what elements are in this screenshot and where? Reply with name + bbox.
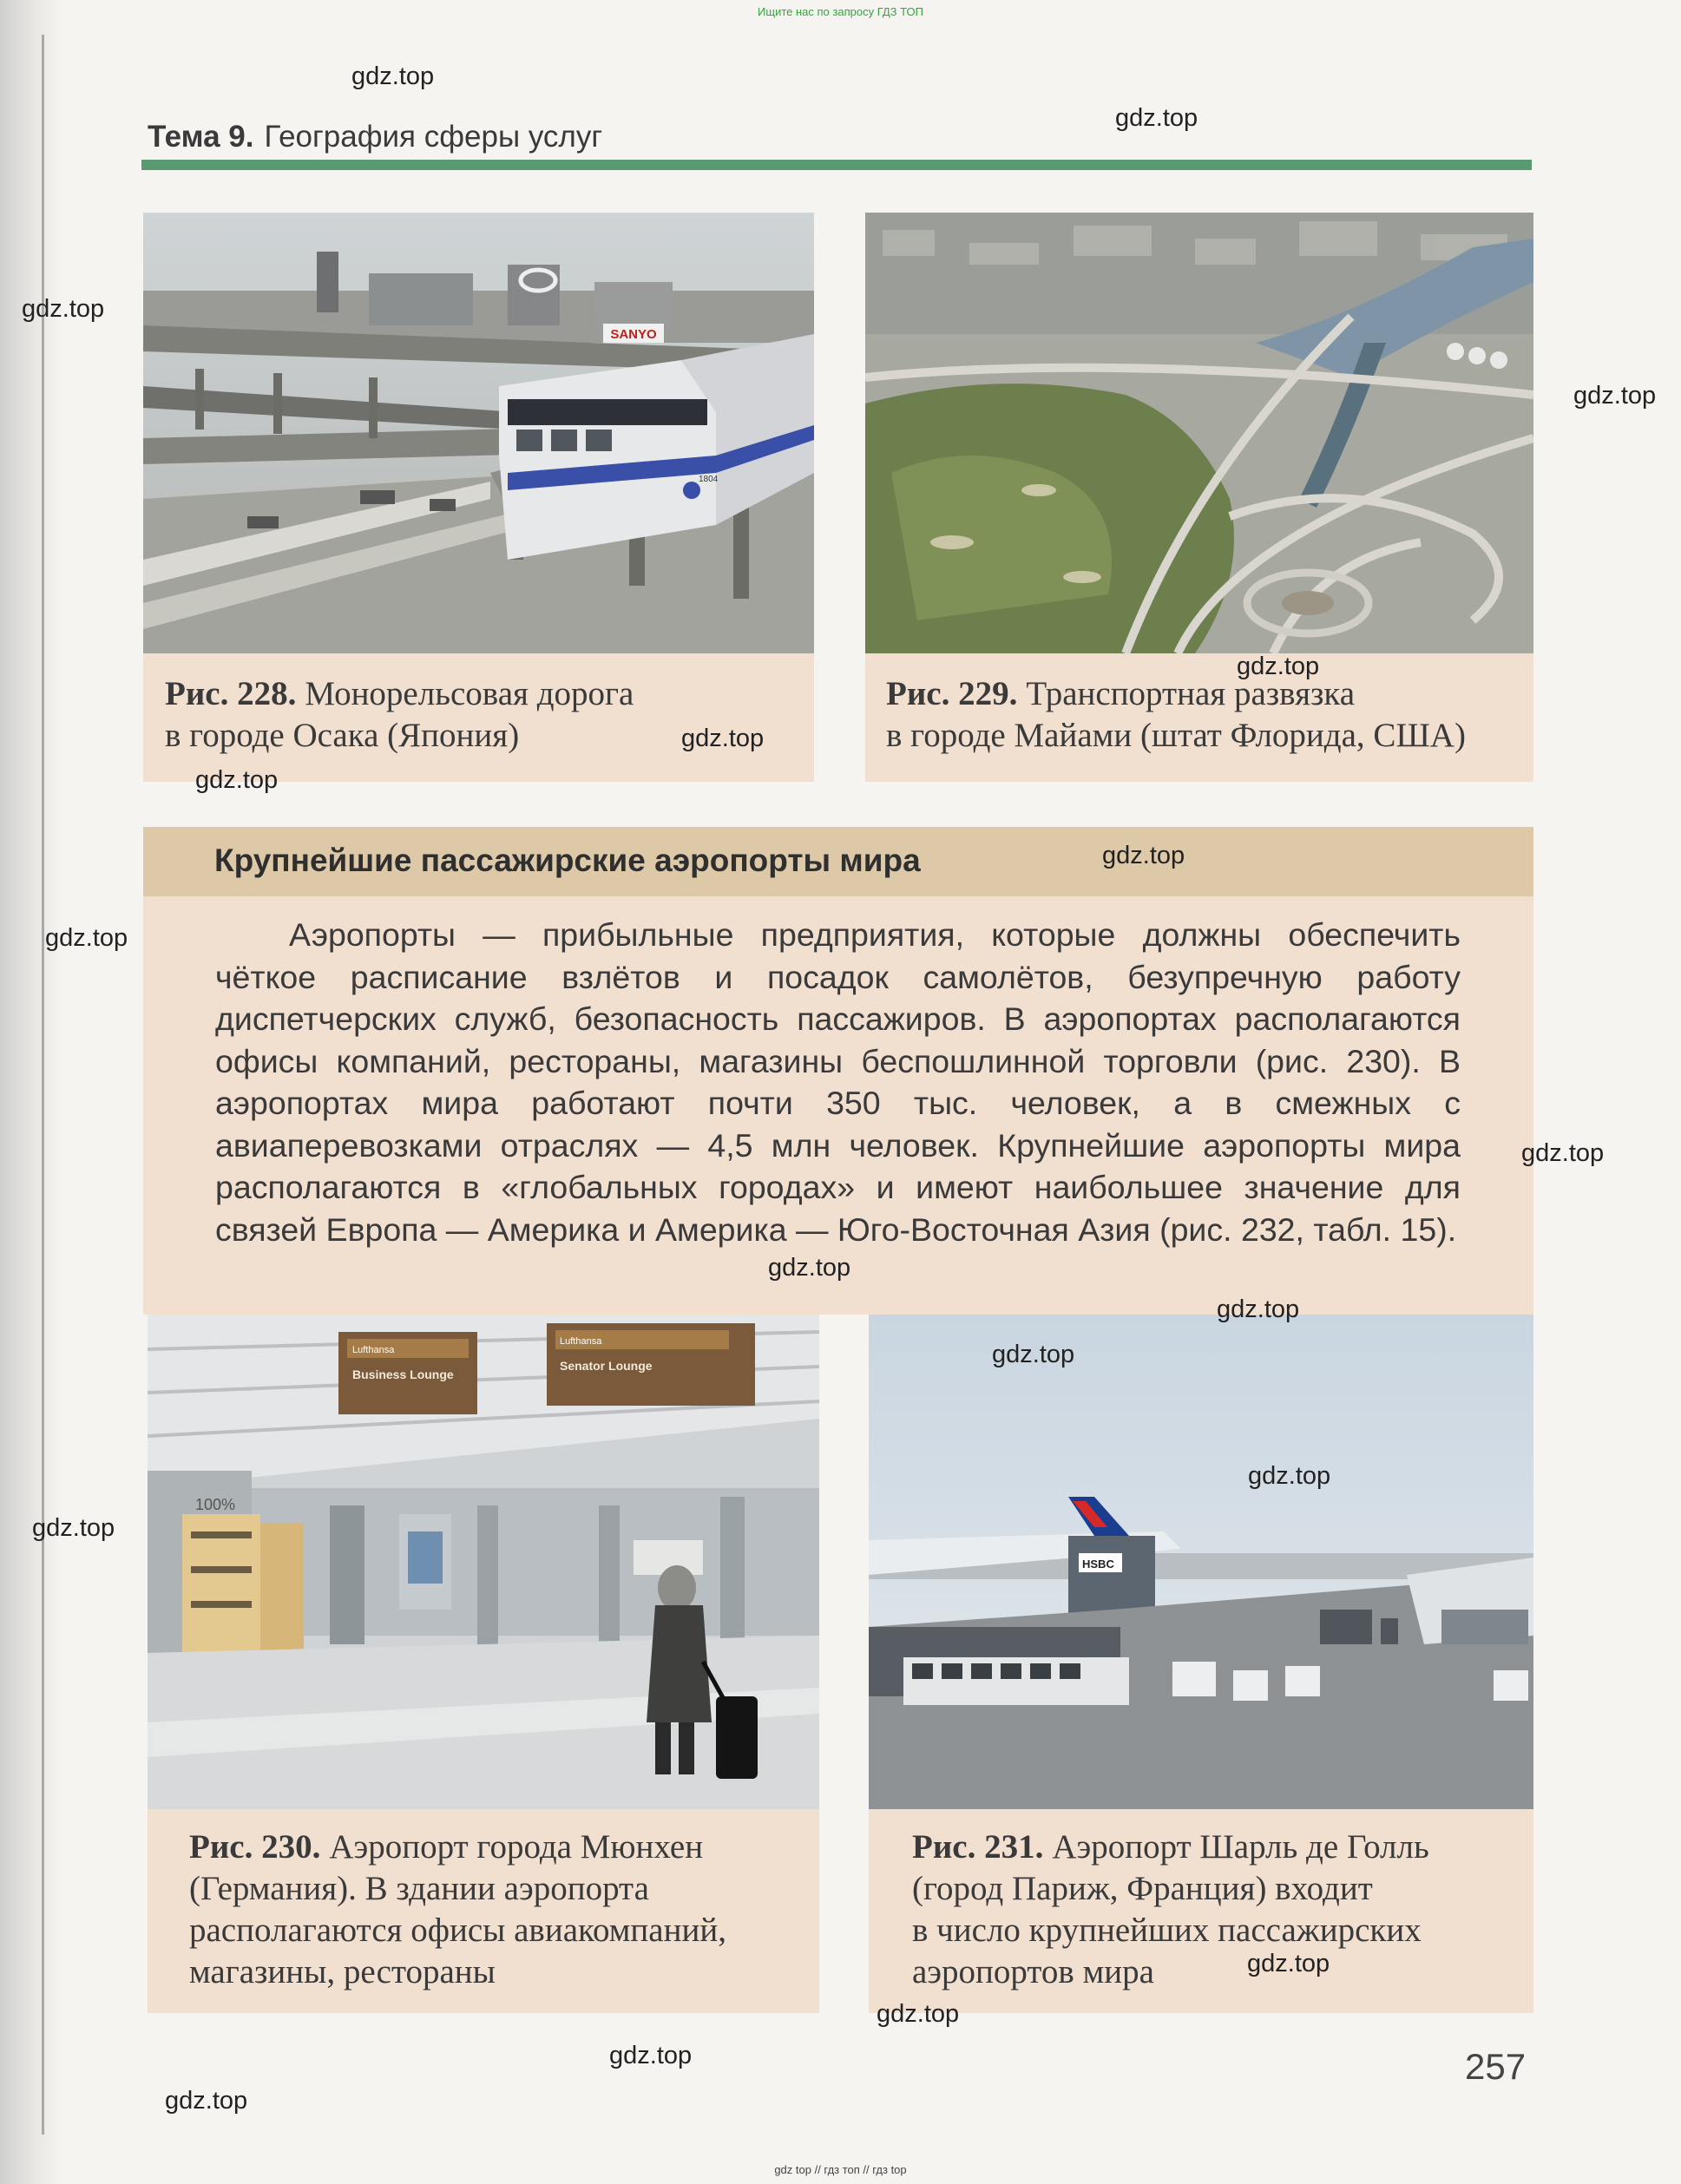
watermark: gdz.top [1573, 382, 1657, 410]
watermark: gdz.top [992, 1341, 1075, 1368]
watermark: gdz.top [1115, 104, 1198, 132]
watermark: gdz.top [22, 295, 105, 323]
fig-230-line1: Аэропорт города Мюнхен [329, 1828, 704, 1866]
fig-230-line3: располагаются офисы авиакомпаний, [189, 1912, 726, 1949]
fig-231-line4: аэропортов мира [912, 1953, 1154, 1991]
page-number: 257 [1465, 2046, 1527, 2087]
caption-fig-228 [143, 653, 814, 782]
watermark: gdz.top [195, 766, 279, 794]
watermark: gdz.top [1237, 653, 1320, 680]
lounge-sign-left-brand: Lufthansa [352, 1345, 395, 1355]
page-header [148, 120, 602, 154]
fig-229-line1: Транспортная развязка [1026, 675, 1356, 712]
caption-fig-229 [865, 653, 1533, 782]
info-box-text: Аэропорты — прибыльные предприятия, которые должны обеспечить чёткое расписание взлётов и посадок самолётов, безупречную работу диспетчерских служб, безопасность пассажиров. В аэропортах располагаются офисы компаний, рестораны, магазины беспошлинной торговли (рис. 230). В аэропортах мира работают почти 350 тыс. человек, а в смежных с авиаперевозками отраслях — 4,5 млн человек. Крупнейшие аэропорты мира располагаются в «глобальных городах» и имеют наибольшее значение для связей Европа — Америка и Америка — Юго-Восточная Азия (рис. 232, табл. 15). [215, 916, 1461, 1248]
photo-monorail-osaka [143, 213, 814, 653]
bottom-note: gdz top // гдз топ // гдз top [774, 2163, 907, 2176]
lounge-sign-right: Senator Lounge [560, 1359, 653, 1373]
fig-231-label: Рис. 231. [912, 1828, 1044, 1866]
watermark: gdz.top [1248, 1462, 1331, 1490]
watermark: gdz.top [32, 1514, 115, 1542]
paris-cdg-illustration [869, 1315, 1533, 1809]
watermark: gdz.top [877, 2000, 960, 2028]
theme-number: Тема 9. [148, 120, 254, 154]
hsbc-sign: HSBC [1082, 1558, 1114, 1571]
train-number: 1804 [699, 475, 719, 484]
top-search-note: Ищите нас по запросу ГДЗ ТОП [758, 5, 923, 18]
theme-title: География сферы услуг [264, 120, 603, 154]
watermark: gdz.top [1521, 1139, 1605, 1167]
munich-illustration [148, 1315, 819, 1809]
fig-231-line3: в число крупнейших пассажирских [912, 1912, 1422, 1949]
header-rule [141, 160, 1532, 170]
caption-fig-231 [869, 1809, 1533, 2013]
watermark: gdz.top [1217, 1295, 1300, 1323]
interchange-illustration [865, 213, 1533, 653]
fig-230-label: Рис. 230. [189, 1828, 321, 1866]
photo-paris-cdg-airport [869, 1315, 1533, 1809]
fig-230-line4: магазины, рестораны [189, 1953, 496, 1991]
watermark: gdz.top [681, 725, 765, 752]
watermark: gdz.top [1247, 1950, 1330, 1977]
shop-sign: 100% [195, 1496, 236, 1513]
fig-228-label: Рис. 228. [165, 675, 297, 712]
monorail-illustration [143, 213, 814, 653]
watermark: gdz.top [1102, 842, 1185, 869]
lounge-sign-left: Business Lounge [352, 1367, 454, 1381]
info-box-title: Крупнейшие пассажирские аэропорты мира [214, 843, 921, 878]
fig-231-line1: Аэропорт Шарль де Голль [1052, 1828, 1429, 1866]
fig-228-line1: Монорельсовая дорога [305, 675, 634, 712]
fig-229-label: Рис. 229. [886, 675, 1018, 712]
watermark: gdz.top [351, 62, 435, 90]
info-box-airports [143, 827, 1533, 1315]
photo-interchange-miami [865, 213, 1533, 653]
fig-228-line2: в городе Осака (Япония) [165, 717, 520, 754]
fig-230-line2: (Германия). В здании аэропорта [189, 1870, 649, 1907]
page-edge-shadow [0, 0, 61, 2184]
watermark: gdz.top [45, 924, 128, 952]
photo-munich-airport [148, 1315, 819, 1809]
sanyo-sign: SANYO [610, 327, 657, 342]
caption-fig-230 [148, 1809, 819, 2013]
fig-231-line2: (город Париж, Франция) входит [912, 1870, 1373, 1907]
watermark: gdz.top [165, 2087, 248, 2115]
lounge-sign-right-brand: Lufthansa [560, 1336, 602, 1347]
book-spine [42, 35, 44, 2135]
fig-229-line2: в городе Майами (штат Флорида, США) [886, 717, 1466, 754]
watermark: gdz.top [609, 2042, 693, 2069]
watermark: gdz.top [768, 1254, 851, 1282]
